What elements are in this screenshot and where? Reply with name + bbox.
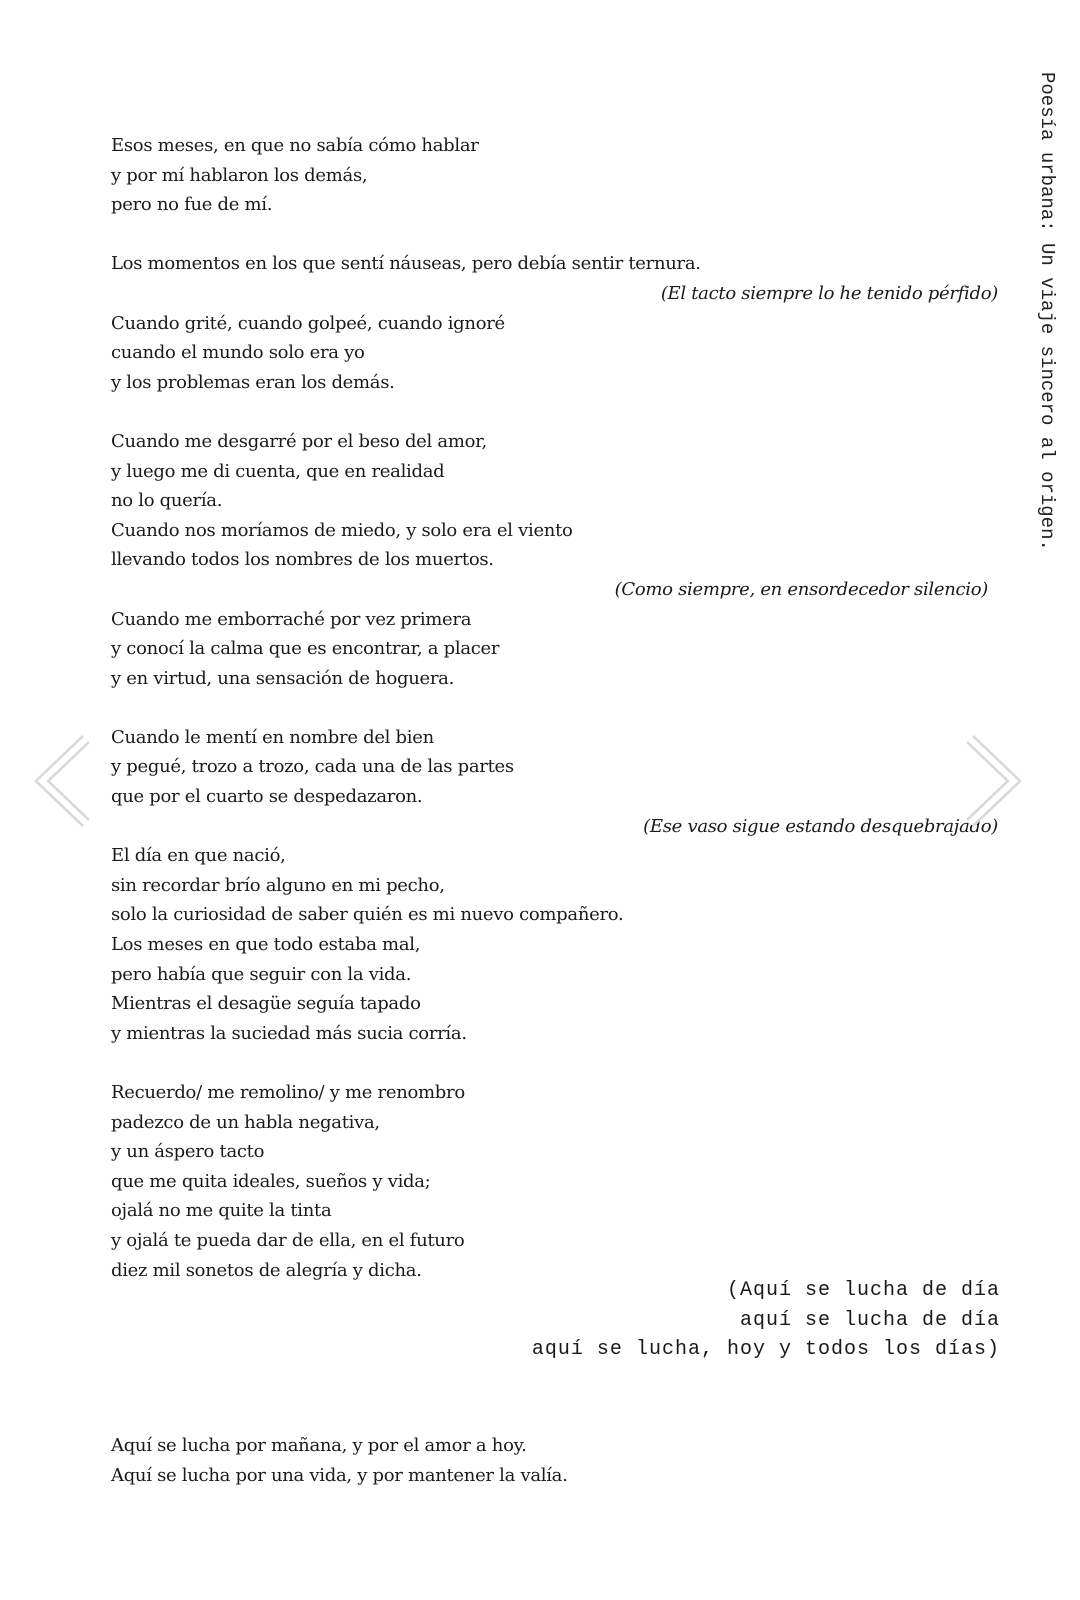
- stanza-break: [111, 1048, 1001, 1078]
- poem-line: Cuando le mentí en nombre del bien: [111, 726, 434, 748]
- chevron-left-icon: [34, 735, 94, 827]
- poem-line: sin recordar brío alguno en mi pecho,: [111, 874, 445, 896]
- next-page-button[interactable]: [962, 735, 1022, 827]
- poem-line: Cuando grité, cuando golpeé, cuando ignoré: [111, 312, 505, 334]
- aside-line: (El tacto siempre lo he tenido pérfido): [660, 282, 998, 304]
- poem-line: y un áspero tacto: [111, 1141, 265, 1163]
- aside-line: (Como siempre, en ensordecedor silencio): [614, 578, 988, 600]
- chevron-right-icon: [962, 735, 1022, 827]
- poem-body: [111, 131, 1001, 1285]
- ending-stanza: [111, 1431, 568, 1490]
- poem-line: y luego me di cuenta, que en realidad: [111, 460, 445, 482]
- poem-line: pero no fue de mí.: [111, 194, 273, 216]
- previous-page-button[interactable]: [34, 735, 94, 827]
- poem-line: Cuando me desgarré por el beso del amor,: [111, 430, 487, 452]
- poem-line: Esos meses, en que no sabía cómo hablar: [111, 135, 479, 156]
- poem-line: Los meses en que todo estaba mal,: [111, 934, 421, 956]
- poem-line: Cuando nos moríamos de miedo, y solo era el viento: [111, 519, 573, 541]
- poem-line: padezco de un habla negativa,: [111, 1111, 380, 1133]
- poem-line: y mientras la suciedad más sucia corría.: [111, 1022, 467, 1044]
- poem-line: Los momentos en los que sentí náuseas, pero debía sentir ternura.: [111, 253, 701, 275]
- poem-line: y conocí la calma que es encontrar, a placer: [111, 638, 500, 660]
- poem-line: pero había que seguir con la vida.: [111, 963, 412, 985]
- poem-line: Aquí se lucha por una vida, y por mantener la valía.: [111, 1464, 568, 1486]
- poem-line: diez mil sonetos de alegría y dicha.: [111, 1259, 422, 1281]
- stanza-break: [111, 220, 1001, 250]
- poem-line: y los problemas eran los demás.: [111, 371, 395, 393]
- poem-line: Cuando me emborraché por vez primera: [111, 608, 472, 630]
- poem-line: y ojalá te pueda dar de ella, en el futuro: [111, 1229, 465, 1251]
- aside-line: (Ese vaso sigue estando desquebrajado): [643, 815, 998, 837]
- poem-line: Aquí se lucha por mañana, y por el amor a hoy.: [111, 1435, 527, 1456]
- poem-line: ojalá no me quite la tinta: [111, 1200, 332, 1222]
- poem-line: y en virtud, una sensación de hoguera.: [111, 667, 455, 689]
- poem-line: cuando el mundo solo era yo: [111, 342, 365, 364]
- poem-line: Recuerdo/ me remolino/ y me renombro: [111, 1082, 465, 1103]
- poem-line: Mientras el desagüe seguía tapado: [111, 993, 421, 1015]
- poem-line: y por mí hablaron los demás,: [111, 164, 368, 186]
- poem-line: que me quita ideales, sueños y vida;: [111, 1170, 431, 1192]
- poem-line: llevando todos los nombres de los muertos.: [111, 549, 494, 571]
- chorus-block: [532, 1276, 1000, 1365]
- chorus-line: aquí se lucha de día: [739, 1308, 1000, 1332]
- running-title: Poesía urbana: Un viaje sincero al origen.: [1036, 72, 1058, 551]
- stanza-break: [111, 397, 1001, 427]
- poem-line: solo la curiosidad de saber quién es mi nuevo compañero.: [111, 904, 624, 926]
- chorus-line: (Aquí se lucha de día: [726, 1279, 1000, 1302]
- poem-line: no lo quería.: [111, 490, 223, 512]
- poem-line: El día en que nació,: [111, 845, 286, 867]
- stanza-break: [111, 693, 1001, 723]
- poem-line: que por el cuarto se despedazaron.: [111, 786, 423, 808]
- chorus-line: aquí se lucha, hoy y todos los días): [531, 1338, 1000, 1362]
- poem-line: y pegué, trozo a trozo, cada una de las partes: [111, 756, 514, 778]
